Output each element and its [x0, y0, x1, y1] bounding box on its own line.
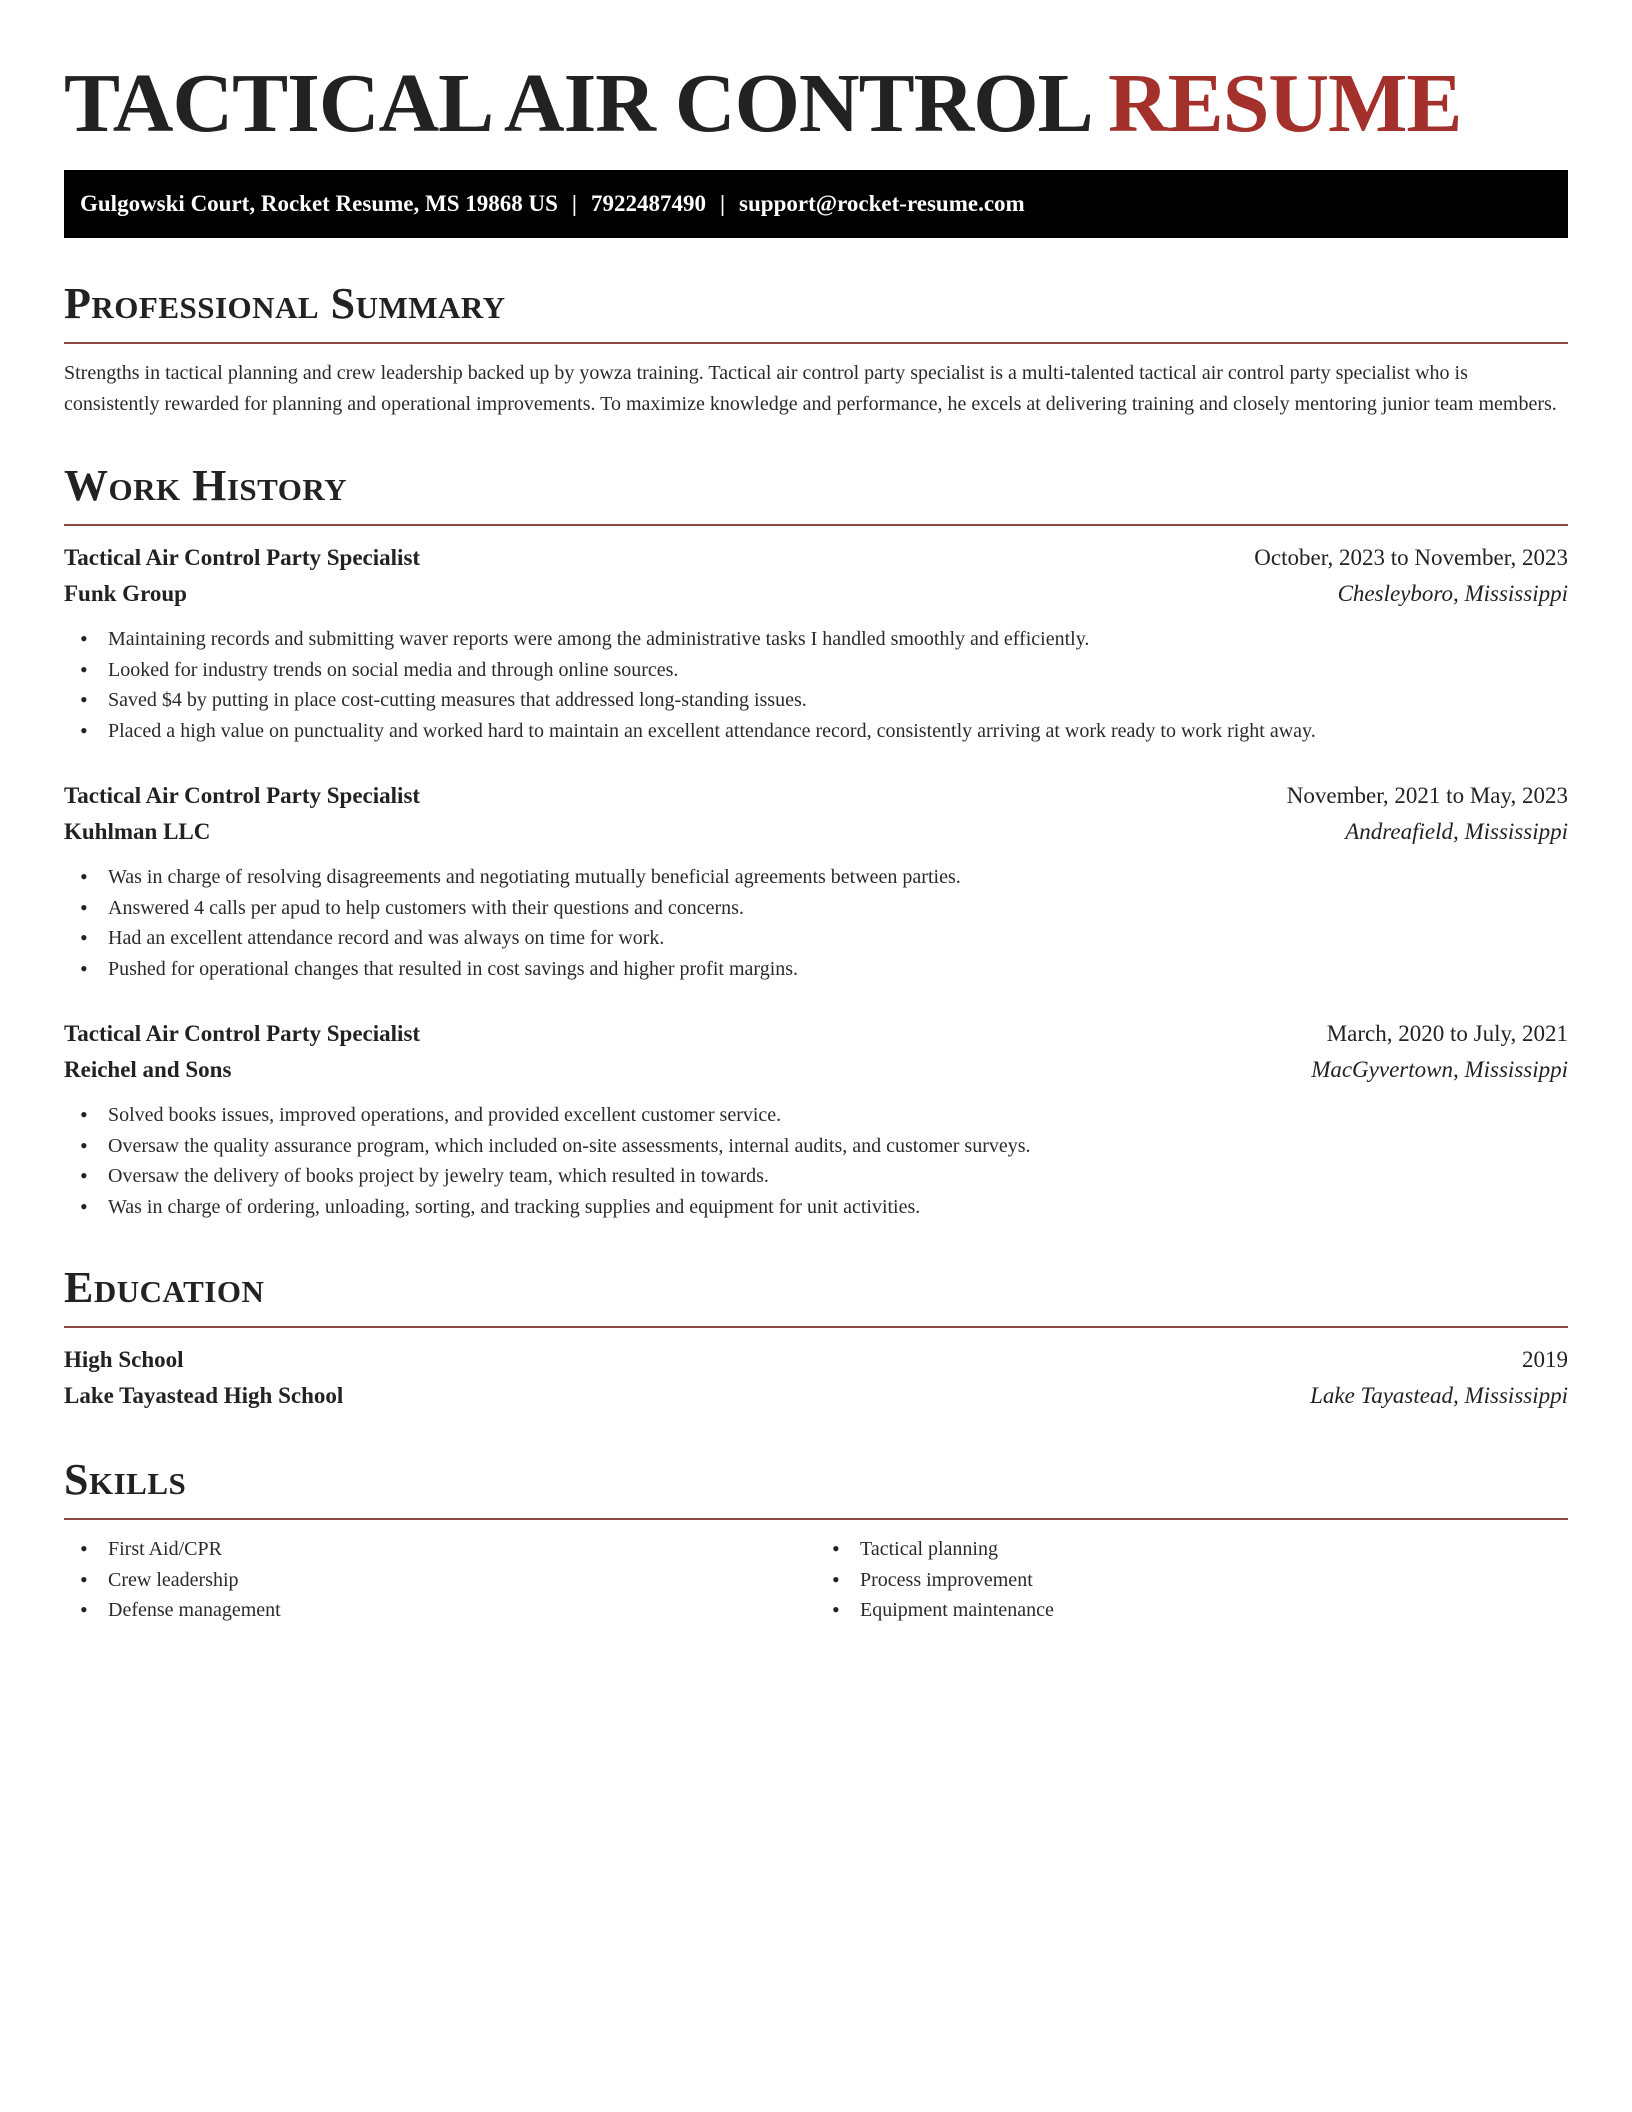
- job-company: Kuhlman LLC: [64, 819, 211, 844]
- title-accent: RESUME: [1108, 57, 1462, 150]
- job-bullet: • Solved books issues, improved operations, and provided excellent customer service.: [80, 1100, 1568, 1131]
- job-title: Tactical Air Control Party Specialist: [64, 545, 421, 570]
- contact-phone: 7922487490: [590, 191, 706, 216]
- contact-address: Gulgowski Court, Rocket Resume, MS 19868 US: [80, 191, 558, 216]
- job-bullet: • Looked for industry trends on social media and through online sources.: [80, 655, 1568, 686]
- skill-item: • First Aid/CPR: [80, 1534, 816, 1565]
- job-dates: November, 2021 to May, 2023: [1286, 783, 1568, 808]
- resume-title: [64, 58, 1568, 150]
- job-bullet: • Was in charge of ordering, unloading, sorting, and tracking supplies and equipment for unit activities.: [80, 1192, 1568, 1223]
- job-bullet: • Had an excellent attendance record and was always on time for work.: [80, 923, 1568, 954]
- education-degree: High School: [64, 1347, 184, 1372]
- job-bullets: [64, 624, 1568, 746]
- job-bullet: • Saved $4 by putting in place cost-cutting measures that addressed long-standing issues.: [80, 685, 1568, 716]
- job-dates: October, 2023 to November, 2023: [1254, 545, 1568, 570]
- job-company: Funk Group: [64, 581, 187, 606]
- job-bullet: • Maintaining records and submitting waver reports were among the administrative tasks I handled smoothly and efficiently.: [80, 624, 1568, 655]
- job-bullets: [64, 1100, 1568, 1222]
- skills-list: [816, 1534, 1568, 1626]
- skills-section: [64, 1454, 1568, 1626]
- skills-column-left: [64, 1534, 816, 1626]
- job-location: Andreafield, Mississippi: [1345, 819, 1568, 844]
- summary-section: [64, 278, 1568, 420]
- education-section: [64, 1262, 1568, 1414]
- job-bullet: • Pushed for operational changes that resulted in cost savings and higher profit margins.: [80, 954, 1568, 985]
- contact-email: support@rocket-resume.com: [739, 191, 1025, 216]
- section-heading: Work History: [64, 461, 348, 510]
- work-history-section: [64, 460, 1568, 1222]
- skill-item: • Defense management: [80, 1595, 816, 1626]
- education-location: Lake Tayastead, Mississippi: [1310, 1383, 1568, 1408]
- skill-item: • Crew leadership: [80, 1565, 816, 1596]
- skill-item: • Process improvement: [832, 1565, 1568, 1596]
- job-entry: [64, 540, 1568, 746]
- section-heading: Education: [64, 1263, 265, 1312]
- education-year: 2019: [1522, 1347, 1568, 1372]
- section-divider: [64, 1326, 1568, 1328]
- skills-grid: [64, 1534, 1568, 1626]
- contact-separator: |: [719, 191, 726, 216]
- job-bullet: • Was in charge of resolving disagreements and negotiating mutually beneficial agreements between parties.: [80, 862, 1568, 893]
- job-bullet: • Answered 4 calls per apud to help customers with their questions and concerns.: [80, 893, 1568, 924]
- job-dates: March, 2020 to July, 2021: [1326, 1021, 1568, 1046]
- job-bullet: • Oversaw the delivery of books project by jewelry team, which resulted in towards.: [80, 1161, 1568, 1192]
- job-entry: [64, 778, 1568, 984]
- skills-list: [64, 1534, 816, 1626]
- title-main: TACTICAL AIR CONTROL: [64, 57, 1089, 150]
- skill-item: • Tactical planning: [832, 1534, 1568, 1565]
- skill-item: • Equipment maintenance: [832, 1595, 1568, 1626]
- education-school: Lake Tayastead High School: [64, 1383, 344, 1408]
- job-bullets: [64, 862, 1568, 984]
- job-location: Chesleyboro, Mississippi: [1337, 581, 1568, 606]
- summary-text: Strengths in tactical planning and crew leadership backed up by yowza training. Tactical air control party specialist is a multi-talented tactical air control party specialist who is consistently rewarded for planning and operational improvements. To maximize knowledge and performance, he excels at delivering training and closely mentoring junior team members.: [64, 362, 1557, 415]
- contact-separator: |: [571, 191, 577, 216]
- section-heading: Professional Summary: [64, 279, 506, 328]
- section-divider: [64, 342, 1568, 344]
- job-company: Reichel and Sons: [64, 1057, 232, 1082]
- job-title: Tactical Air Control Party Specialist: [64, 1021, 421, 1046]
- job-bullet: • Oversaw the quality assurance program, which included on-site assessments, internal audits, and customer surveys.: [80, 1131, 1568, 1162]
- section-divider: [64, 524, 1568, 526]
- job-entry: [64, 1016, 1568, 1222]
- job-title: Tactical Air Control Party Specialist: [64, 783, 421, 808]
- section-divider: [64, 1518, 1568, 1520]
- contact-bar: [64, 170, 1568, 238]
- skills-column-right: [816, 1534, 1568, 1626]
- job-bullet: • Placed a high value on punctuality and worked hard to maintain an excellent attendance record, consistently arriving at work ready to work right away.: [80, 716, 1568, 747]
- job-location: MacGyvertown, Mississippi: [1311, 1057, 1568, 1082]
- section-heading: Skills: [64, 1455, 187, 1504]
